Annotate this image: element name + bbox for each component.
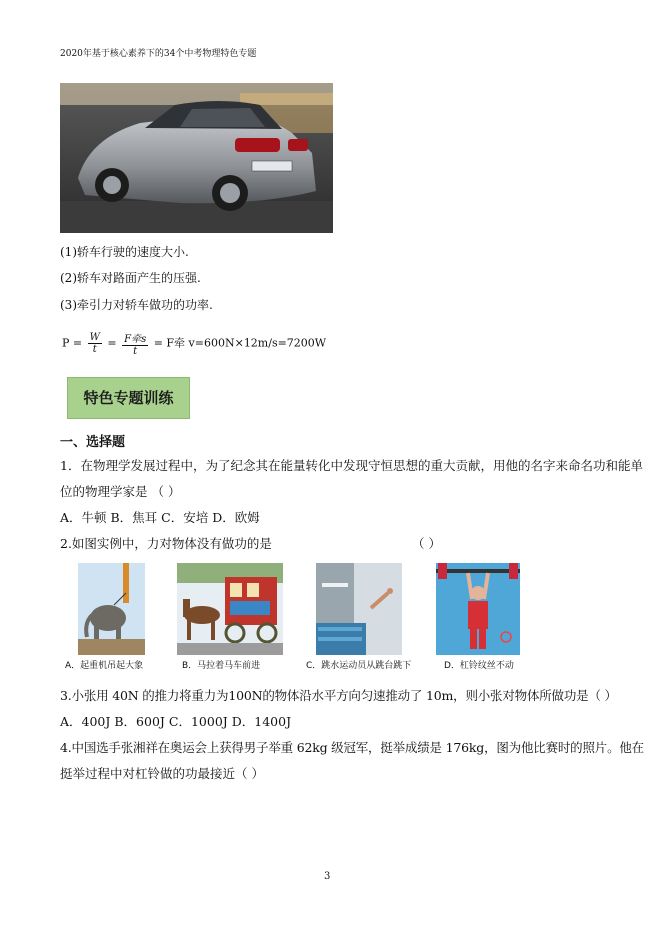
q2-stem: 2.如图实例中，力对物体没有做功的是	[60, 536, 272, 551]
diver-picture	[316, 563, 402, 655]
fraction-w-over-t	[88, 332, 102, 355]
formula-p: P =	[62, 336, 83, 350]
fraction-fs-over-t	[122, 330, 148, 357]
weightlifter-picture	[436, 563, 520, 655]
q2-bracket: （ ）	[412, 536, 441, 551]
q4-stem-line2: 挺举过程中对杠铃做的功最接近（ ）	[60, 766, 264, 781]
q4-stem-line1: 4.中国选手张湘祥在奥运会上获得男子举重 62kg 级冠军，挺举成绩是 176kg，图为他比赛时的照片。他在	[60, 740, 644, 755]
q3-stem: 3.小张用 40N 的推力将重力为100N的物体沿水平方向匀速推动了 10m，则小张对物体所做功是（ ）	[60, 688, 617, 703]
denominator-t2: t	[133, 346, 138, 357]
q1-options: A．牛顿 B．焦耳 C．安培 D．欧姆	[60, 510, 260, 525]
formula-equals: =	[107, 336, 117, 350]
formula-result: = F牵 v=600N×12m/s=7200W	[153, 336, 327, 350]
sub-question-2: (2)轿车对路面产生的压强.	[60, 271, 201, 285]
page-number: 3	[324, 871, 331, 882]
power-formula	[62, 330, 326, 357]
q2-caption-c: C．跳水运动员从跳台跳下	[306, 661, 412, 671]
sub-question-1: (1)轿车行驶的速度大小.	[60, 245, 189, 259]
q2-caption-b: B．马拉着马车前进	[182, 661, 261, 671]
q3-options: A．400J B．600J C．1000J D．1400J	[60, 714, 292, 729]
q1-stem-line1: 1．在物理学发展过程中，为了纪念其在能量转化中发现守恒思想的重大贡献，用他的名字来命名功和能单	[60, 458, 643, 473]
section-banner: 特色专题训练	[67, 377, 190, 419]
q1-stem-line2: 位的物理学家是 （ ）	[60, 484, 181, 499]
section-title: 一、选择题	[60, 435, 126, 450]
sedan-photo	[60, 83, 333, 233]
numerator-fs: F牵s	[122, 330, 148, 346]
q2-caption-a: A．起重机吊起大象	[65, 661, 144, 671]
sub-question-3: (3)牵引力对轿车做功的功率.	[60, 298, 213, 312]
crane-elephant-picture	[78, 563, 145, 655]
numerator-w: W	[89, 332, 100, 343]
horse-carriage-picture	[177, 563, 283, 655]
header-title: 2020年基于核心素养下的34个中考物理特色专题	[60, 49, 257, 59]
q2-caption-d: D．杠铃纹丝不动	[444, 661, 514, 671]
denominator-t: t	[92, 344, 97, 355]
